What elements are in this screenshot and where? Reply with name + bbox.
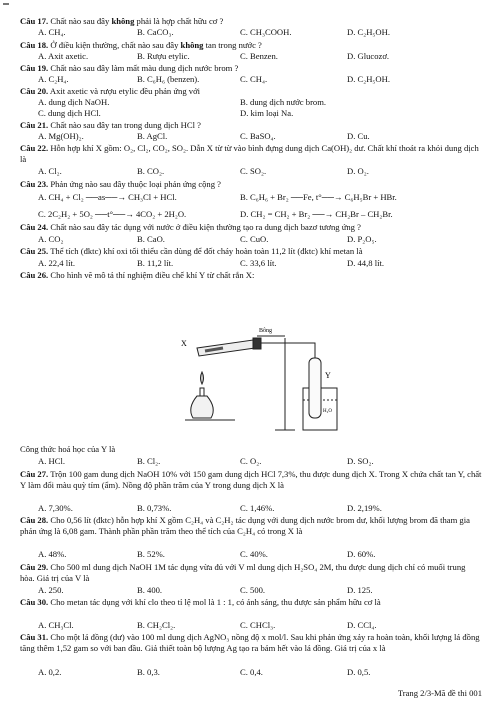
q22-option-b: B. CO₂. [137, 166, 165, 176]
label-bong: Bông [259, 328, 273, 334]
q17-option-c: C. CH₃COOH. [240, 27, 292, 37]
q19-option-b: B. C₆H₆ (benzen). [137, 74, 200, 84]
q19-option-c: C. CH₄. [240, 74, 268, 84]
scan-mark [3, 3, 9, 5]
question-31: Câu 31. Cho một lá đồng (dư) vào 100 ml dung dịch AgNO₃ nồng độ x mol/l. Sau khi phản ứng xảy ra hoàn toàn, khối lượng lá đồng tăng thêm 1,52 gam so với ban đầu. Giả thiết toàn bộ lượng Ag tạo ra bám hết vào lá đồng. Giá trị của x là [20, 632, 480, 653]
q27-option-b: B. 0,73%. [137, 503, 172, 513]
question-25: Câu 25. Thể tích (đktc) khí oxi tối thiểu cần dùng để đốt cháy hoàn toàn 11,2 lít (đktc) khí metan là [20, 246, 363, 256]
q24-option-c: C. CuO. [240, 234, 269, 244]
q23-option-b: B. C₆H₆ + Br₂ ──Fe, t°──→ C₆H₅Br + HBr. [240, 192, 397, 202]
label-y: Y [325, 371, 331, 380]
q23-option-c: C. 2C₂H₂ + 5O₂ ──t°──→ 4CO₂ + 2H₂O. [38, 209, 187, 219]
question-24: Câu 24. Chất nào sau đây tác dụng với nước ở điều kiện thường tạo ra dung dịch bazơ tương ứng ? [20, 222, 361, 232]
q28-option-c: C. 40%. [240, 549, 268, 559]
q20-option-d: D. kim loại Na. [240, 108, 294, 118]
q29-option-c: C. 500. [240, 585, 266, 595]
q17-option-a: A. CH₄. [38, 27, 66, 37]
q18-option-a: A. Axit axetic. [38, 51, 89, 61]
q31-option-d: D. 0,5. [347, 667, 371, 677]
q26-prompt: Công thức hoá học của Y là [20, 444, 116, 454]
q28-option-a: A. 48%. [38, 549, 67, 559]
q21-option-a: A. Mg(OH)₂. [38, 131, 84, 141]
q25-option-c: C. 33,6 lít. [240, 258, 277, 268]
question-30: Câu 30. Cho metan tác dụng với khí clo theo tỉ lệ mol là 1 : 1, có ánh sáng, thu được sản phẩm hữu cơ là [20, 597, 381, 607]
question-22: Câu 22. Hỗn hợp khí X gồm: O₂, Cl₂, CO₂, SO₂. Dẫn X từ từ vào bình đựng dung dịch Ca(OH)₂ dư. Chất khí thoát ra khỏi dung dịch là [20, 143, 479, 164]
q24-option-a: A. CO₂ [38, 234, 64, 244]
q18-option-c: C. Benzen. [240, 51, 278, 61]
q31-option-b: B. 0,3. [137, 667, 160, 677]
q24-option-b: B. CaO. [137, 234, 165, 244]
q19-option-d: D. C₂H₅OH. [347, 74, 390, 84]
q23-option-a: A. CH₄ + Cl₂ ──as──→ CH₃Cl + HCl. [38, 192, 177, 202]
question-29: Câu 29. Cho 500 ml dung dịch NaOH 1M tác dụng vừa đủ với V ml dung dịch H₂SO₄ 2M, thu được dung dịch chỉ có muối trung hòa. Giá trị của V là [20, 562, 466, 583]
question-28: Câu 28. Cho 0,56 lít (đktc) hỗn hợp khí X gồm C₂H₄ và C₂H₂ tác dụng với dung dịch nước brom dư, khối lượng brom đã tham gia phản ứng là 6,08 gam. Thành phần phần trăm theo thể tích của C₂H₄ có trong X là [20, 515, 470, 536]
question-18: Câu 18. Ở điều kiện thường, chất nào sau đây không tan trong nước ? [20, 40, 262, 50]
apparatus-figure [175, 318, 345, 438]
q26-option-a: A. HCl. [38, 456, 65, 466]
question-20: Câu 20. Axit axetic và rượu etylic đều phản ứng với [20, 86, 201, 96]
q27-option-d: D. 2,19%. [347, 503, 382, 513]
q25-option-b: B. 11,2 lít. [137, 258, 174, 268]
q24-option-d: D. P₂O₅. [347, 234, 377, 244]
q21-option-b: B. AgCl. [137, 131, 168, 141]
q23-option-d: D. CH₂ = CH₂ + Br₂ ──→ CH₂Br – CH₂Br. [240, 209, 393, 219]
q18-option-d: D. Glucozơ. [347, 51, 390, 61]
q20-option-a: A. dung dịch NaOH. [38, 97, 110, 107]
q26-option-c: C. O₂. [240, 456, 262, 466]
q19-option-a: A. C₂H₄. [38, 74, 69, 84]
q30-option-a: A. CH₃Cl. [38, 620, 74, 630]
q27-option-a: A. 7,30%. [38, 503, 73, 513]
label-h2o: H₂O [323, 409, 332, 414]
q28-option-b: B. 52%. [137, 549, 165, 559]
question-26: Câu 26. Cho hình vẽ mô tả thí nghiệm điều chế khí Y từ chất rắn X: [20, 270, 255, 280]
label-x: X [181, 339, 187, 348]
q29-option-b: B. 400. [137, 585, 163, 595]
q20-option-b: B. dung dịch nước brom. [240, 97, 327, 107]
q26-option-d: D. SO₂. [347, 456, 374, 466]
q17-option-b: B. CaCO₃. [137, 27, 174, 37]
q25-option-a: A. 22,4 lít. [38, 258, 76, 268]
q31-option-c: C. 0,4. [240, 667, 263, 677]
question-17: Câu 17. Chất nào sau đây không phải là hợp chất hữu cơ ? [20, 16, 224, 26]
q18-option-b: B. Rượu etylic. [137, 51, 190, 61]
q17-option-d: D. C₂H₅OH. [347, 27, 390, 37]
q28-option-d: D. 60%. [347, 549, 376, 559]
page-footer: Trang 2/3-Mã đề thi 001 [397, 688, 482, 698]
q29-option-a: A. 250. [38, 585, 64, 595]
q20-option-c: C. dung dịch HCl. [38, 108, 101, 118]
q25-option-d: D. 44,8 lít. [347, 258, 385, 268]
question-21: Câu 21. Chất nào sau đây tan trong dung dịch HCl ? [20, 120, 201, 130]
q26-option-b: B. Cl₂. [137, 456, 161, 466]
q22-option-a: A. Cl₂. [38, 166, 62, 176]
q30-option-d: D. CCl₄. [347, 620, 377, 630]
question-19: Câu 19. Chất nào sau đây làm mất màu dung dịch nước brom ? [20, 63, 239, 73]
question-27: Câu 27. Trộn 100 gam dung dịch NaOH 10% với 150 gam dung dịch HCl 7,3%, thu được dung dịch X. Trong X chứa chất tan Y, chất Y làm đổi màu quỳ tím (ẩm). Nồng độ phần trăm của Y trong dung dịch X là [20, 469, 482, 490]
q29-option-d: D. 125. [347, 585, 373, 595]
q30-option-c: C. CHCl₃. [240, 620, 276, 630]
q31-option-a: A. 0,2. [38, 667, 62, 677]
question-23: Câu 23. Phản ứng nào sau đây thuộc loại phản ứng cộng ? [20, 179, 221, 189]
q27-option-c: C. 1,46%. [240, 503, 275, 513]
q22-option-c: C. SO₂. [240, 166, 267, 176]
q21-option-d: D. Cu. [347, 131, 370, 141]
q30-option-b: B. CH₂Cl₂. [137, 620, 176, 630]
q22-option-d: D. O₂. [347, 166, 369, 176]
q21-option-c: C. BaSO₄. [240, 131, 276, 141]
